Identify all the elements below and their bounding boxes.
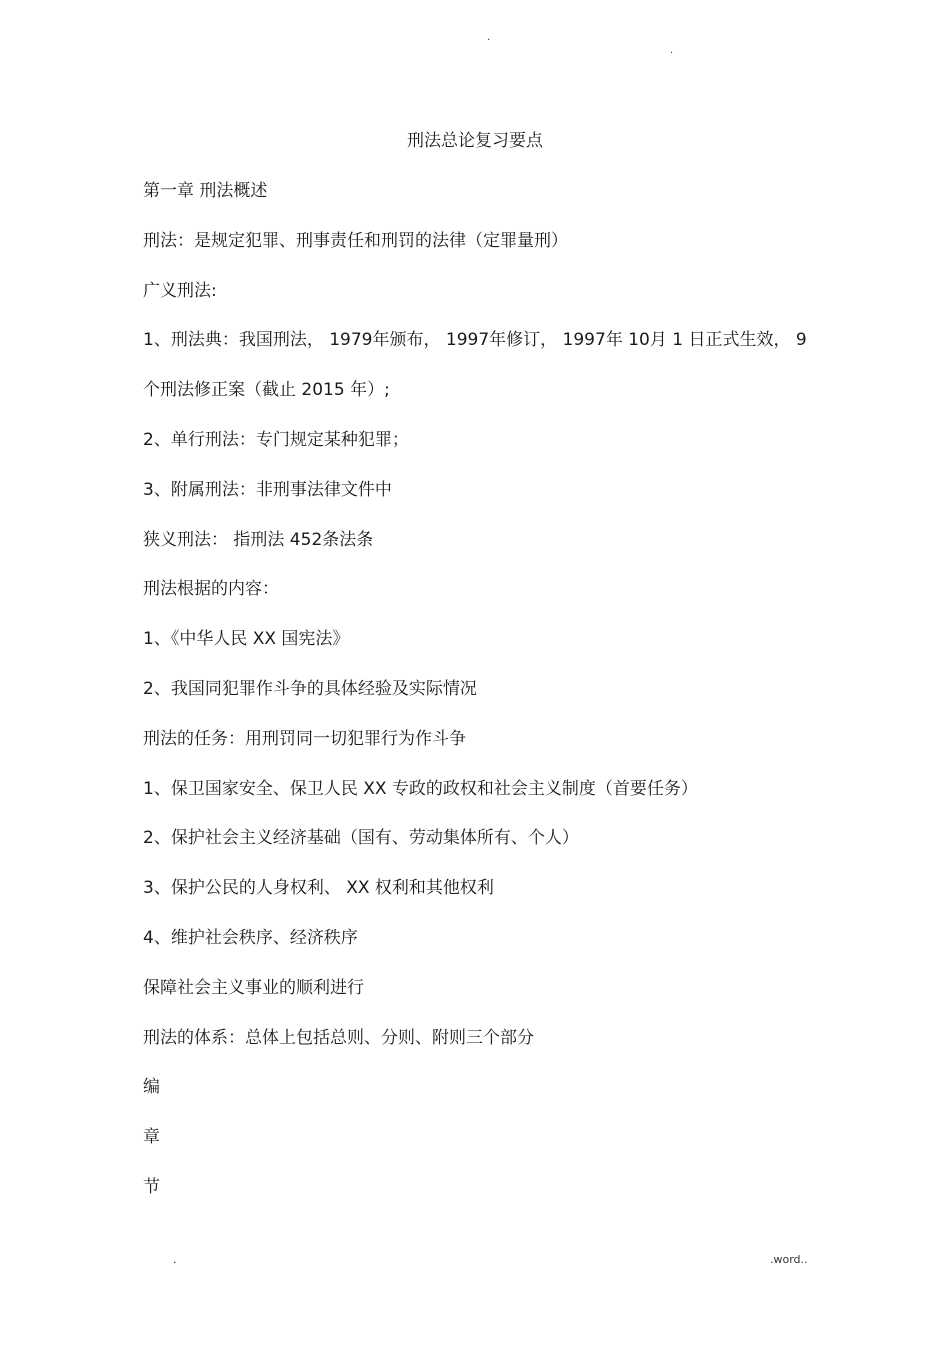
text-line: 2、单行刑法：专门规定某种犯罪； [143,429,409,450]
text-line: 1、《中华人民 XX 国宪法》 [143,629,350,650]
text-line: 第一章 刑法概述 [143,181,268,201]
text-line: 保障社会主义事业的顺利进行 [143,977,364,998]
text-line: 2、保护社会主义经济基础（国有、劳动集体所有、个人） [143,828,579,849]
text-line: 2、我国同犯罪作斗争的具体经验及实际情况 [143,678,477,699]
text-line: 狭义刑法： 指刑法 452条法条 [143,529,374,550]
text-line: 1、保卫国家安全、保卫人民 XX 专政的政权和社会主义制度（首要任务） [143,778,698,799]
text-line: 刑法根据的内容： [143,579,279,600]
text-line: 4、维护社会秩序、经济秩序 [143,927,358,948]
text-line: 个刑法修正案（截止 2015 年）; [143,380,390,401]
footer-mark-left: . [173,1253,177,1266]
text-line: 刑法的体系：总体上包括总则、分则、附则三个部分 [143,1027,534,1048]
document-body [143,180,843,1226]
header-mark-left: . [487,32,491,43]
text-line: 3、附属刑法：非刑事法律文件中 [143,479,392,500]
text-line: 节 [143,1176,160,1197]
text-line: 刑法：是规定犯罪、刑事责任和刑罚的法律（定罪量刑） [143,230,568,251]
footer-word-mark: .word.. [770,1253,808,1266]
document-title: 刑法总论复习要点 [407,131,543,151]
text-line: 编 [143,1077,160,1098]
text-line: 刑法的任务：用刑罚同一切犯罪行为作斗争 [143,728,466,749]
header-mark-right: . [670,45,674,56]
text-line: 广义刑法: [143,280,217,301]
text-line: 1、刑法典：我国刑法， 1979年颁布， 1997年修订， 1997年 10月 1 日正式生效， 9 [143,330,807,351]
text-line: 章 [143,1127,160,1148]
text-line: 3、保护公民的人身权利、 XX 权利和其他权利 [143,878,494,899]
